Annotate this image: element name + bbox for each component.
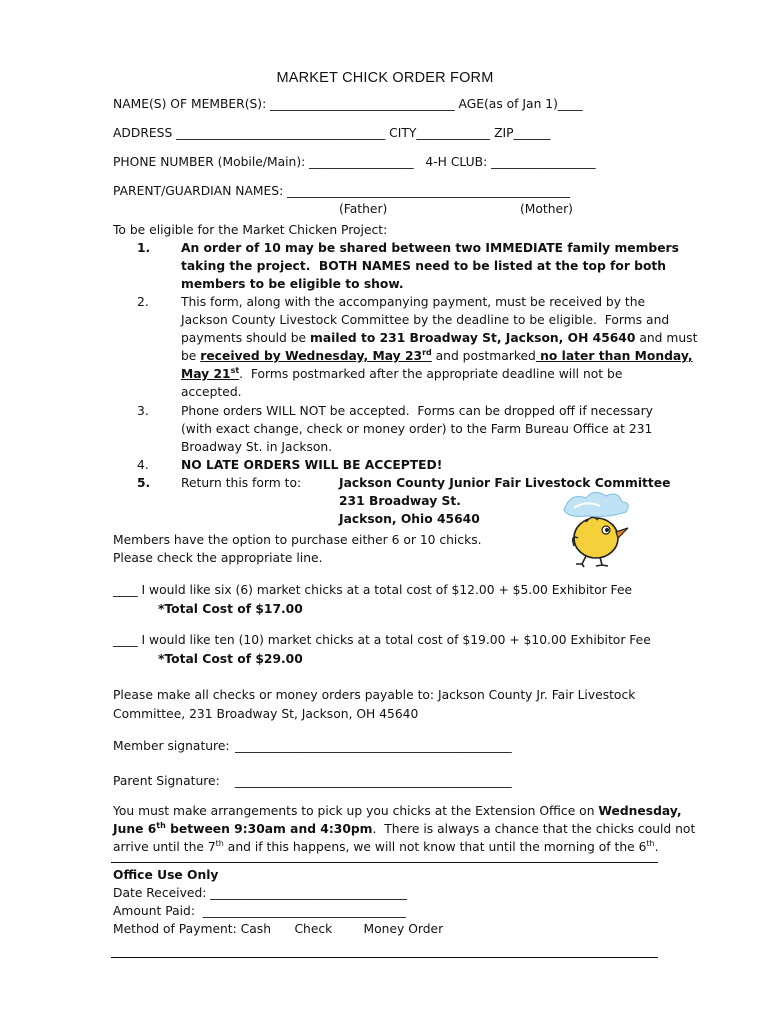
mailing-address: mailed to 231 Broadway St, Jackson, OH 45640 (310, 331, 636, 345)
office-use-heading: Office Use Only (113, 868, 219, 882)
chick-icon (556, 488, 646, 568)
item3-line: (with exact change, check or money order) to the Farm Bureau Office at 231 (181, 422, 653, 436)
pickup-line: You must make arrangements to pick up you chicks at the Extension Office on Wednesday, (113, 804, 682, 818)
item2-line: accepted. (181, 385, 242, 399)
item3-line: Phone orders WILL NOT be accepted. Forms can be dropped off if necessary (181, 404, 653, 418)
mother-label: (Mother) (520, 202, 573, 216)
pickup-line: arrive until the 7th and if this happens, we will not know that until the morning of the 6th. (113, 838, 659, 854)
six-chicks-total: *Total Cost of $17.00 (158, 602, 303, 616)
divider (111, 862, 658, 863)
ten-chicks-option[interactable]: ____ I would like ten (10) market chicks at a total cost of $19.00 + $10.00 Exhibitor Fee (113, 633, 651, 647)
six-chicks-option[interactable]: ____ I would like six (6) market chicks at a total cost of $12.00 + $5.00 Exhibitor Fee (113, 583, 633, 597)
return-address-line: Jackson County Junior Fair Livestock Committee (339, 476, 671, 490)
member-names-field[interactable]: NAME(S) OF MEMBER(S): ______________________________ AGE(as of Jan 1)____ (113, 97, 583, 111)
return-address-line: Jackson, Ohio 45640 (339, 512, 480, 526)
no-late-orders: NO LATE ORDERS WILL BE ACCEPTED! (181, 458, 443, 472)
address-field[interactable]: ADDRESS __________________________________ CITY____________ ZIP______ (113, 126, 551, 140)
postmark-deadline: no later than Monday, (535, 349, 693, 363)
item1-line: An order of 10 may be shared between two IMMEDIATE family members (181, 241, 679, 255)
ten-chicks-total: *Total Cost of $29.00 (158, 652, 303, 666)
parent-names-field[interactable]: PARENT/GUARDIAN NAMES: ______________________________________________ (113, 184, 570, 198)
father-label: (Father) (339, 202, 388, 216)
item2-line: May 21st. Forms postmarked after the appropriate deadline will not be (181, 365, 623, 381)
parent-signature-field[interactable]: _____________________________________________ (235, 774, 512, 788)
member-signature-field[interactable]: _____________________________________________ (235, 739, 512, 753)
payment-method-field[interactable]: Method of Payment: Cash Check Money Order (113, 922, 444, 936)
amount-paid-field[interactable]: Amount Paid: _________________________________ (113, 904, 406, 918)
member-signature-label: Member signature: (113, 739, 230, 753)
item2-line: Jackson County Livestock Committee by the deadline to be eligible. Forms and (181, 313, 670, 327)
item2-line: be received by Wednesday, May 23rd and postmarked no later than Monday, (181, 347, 693, 363)
return-address-line: 231 Broadway St. (339, 494, 461, 508)
received-deadline: received by Wednesday, May 23rd (200, 347, 432, 363)
item-number: 2. (137, 295, 149, 309)
item-number: 1. (137, 241, 151, 255)
item2-line: payments should be mailed to 231 Broadway St, Jackson, OH 45640 and must (181, 331, 698, 345)
payable-line: Please make all checks or money orders payable to: Jackson County Jr. Fair Livestock (113, 688, 636, 702)
options-intro: Members have the option to purchase either 6 or 10 chicks. (113, 533, 482, 547)
postmark-date: May 21st (181, 365, 240, 381)
item3-line: Broadway St. in Jackson. (181, 440, 333, 454)
options-instruction: Please check the appropriate line. (113, 551, 323, 565)
item1-line: members to be eligible to show. (181, 277, 404, 291)
form-title: MARKET CHICK ORDER FORM (276, 70, 494, 86)
pickup-line: June 6th between 9:30am and 4:30pm. There is always a chance that the chicks could not (113, 820, 696, 836)
item-number: 5. (137, 476, 151, 490)
item-number: 3. (137, 404, 149, 418)
return-label: Return this form to: (181, 476, 302, 490)
parent-signature-label: Parent Signature: (113, 774, 220, 788)
item-number: 4. (137, 458, 149, 472)
divider (111, 957, 658, 958)
item1-line: taking the project. BOTH NAMES need to be listed at the top for both (181, 259, 667, 273)
payable-line: Committee, 231 Broadway St, Jackson, OH 45640 (113, 707, 419, 721)
date-received-field[interactable]: Date Received: ________________________________ (113, 886, 408, 900)
phone-club-field[interactable]: PHONE NUMBER (Mobile/Main): _________________ 4-H CLUB: _________________ (113, 155, 596, 169)
eligibility-intro: To be eligible for the Market Chicken Project: (113, 223, 388, 237)
item2-line: This form, along with the accompanying payment, must be received by the (181, 295, 646, 309)
